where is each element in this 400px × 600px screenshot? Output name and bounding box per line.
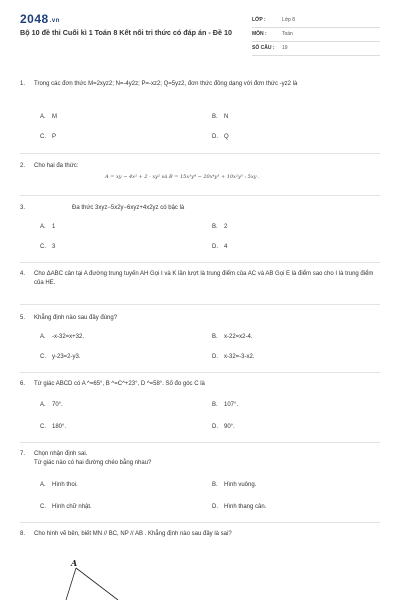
option-c[interactable]: C. 3 bbox=[40, 244, 56, 250]
question-text: 8. Cho hình vẽ bên, biết MN // BC, NP // AB . Khẳng định nào sau đây là sai? bbox=[20, 531, 232, 537]
option-a[interactable]: A. 70°. bbox=[40, 402, 63, 408]
question-subtext: Tứ giác nào có hai đường chéo bằng nhau? bbox=[34, 460, 152, 466]
option-c[interactable]: C. P bbox=[40, 134, 57, 140]
meta-row-question-count: SỐ CÂU : 19 bbox=[252, 42, 380, 56]
option-b[interactable]: B. N bbox=[212, 114, 229, 120]
question-text: 5. Khẳng định nào sau đây đúng? bbox=[20, 315, 118, 321]
divider bbox=[20, 195, 380, 196]
question-1 bbox=[20, 80, 380, 89]
question-8 bbox=[20, 530, 380, 539]
question-4 bbox=[20, 270, 380, 288]
side-ab bbox=[66, 568, 76, 600]
meta-row-class: LỚP : Lớp 8 bbox=[252, 14, 380, 28]
vertex-label-a: A bbox=[71, 558, 78, 568]
question-6 bbox=[20, 380, 380, 389]
option-b[interactable]: B. 107°. bbox=[212, 402, 239, 408]
question-text: 2. Cho hai đa thức: bbox=[20, 163, 79, 169]
option-c[interactable]: C. 180°. bbox=[40, 424, 67, 430]
question-text: 3. Đa thức 3xyz−5x2y−6xyz+4x2yz có bậc là bbox=[20, 205, 185, 211]
question-3 bbox=[20, 204, 380, 213]
question-text: 1. Trong các đơn thức M=2xyz2; N=-4y2z; P=-xz2; Q=5yz2, đơn thức đồng dạng với đơn thức -yz2 là bbox=[20, 81, 298, 87]
option-c[interactable]: C. y-23=2-y3. bbox=[40, 354, 81, 360]
option-a[interactable]: A. M bbox=[40, 114, 57, 120]
option-c[interactable]: C. Hình chữ nhật. bbox=[40, 504, 92, 510]
page-header bbox=[0, 0, 400, 64]
option-d[interactable]: D. Q bbox=[212, 134, 229, 140]
divider bbox=[20, 153, 380, 154]
option-a[interactable]: A. -x-32=x+32. bbox=[40, 334, 85, 340]
geometry-figure bbox=[60, 548, 120, 600]
divider bbox=[20, 262, 380, 263]
question-text: 7. Chọn nhận định sai. bbox=[20, 451, 88, 457]
option-a[interactable]: A. Hình thoi. bbox=[40, 482, 78, 488]
question-text: 4. Cho ΔABC cân tại A đường trung tuyến AH Gọi I và K lần lượt là trung điểm của AC và AB Gọi E là điểm sao cho I là trung điểm của HE. bbox=[20, 271, 374, 286]
side-ac bbox=[76, 568, 118, 600]
document-meta bbox=[252, 14, 380, 56]
option-b[interactable]: B. x-22=x2-4. bbox=[212, 334, 253, 340]
option-b[interactable]: B. Hình vuông. bbox=[212, 482, 257, 488]
divider bbox=[20, 372, 380, 373]
option-a[interactable]: A. 1 bbox=[40, 224, 56, 230]
meta-row-subject: MÔN : Toán bbox=[252, 28, 380, 42]
site-logo[interactable]: 2048.vn bbox=[20, 12, 60, 26]
document-title: Bộ 10 đề thi Cuối kì 1 Toán 8 Kết nối tri thức có đáp án - Đề 10 bbox=[20, 28, 232, 37]
option-d[interactable]: D. 90°. bbox=[212, 424, 235, 430]
divider bbox=[20, 304, 380, 305]
question-2 bbox=[20, 162, 380, 171]
option-b[interactable]: B. 2 bbox=[212, 224, 228, 230]
question-text: 6. Tứ giác ABCD có A ^=65°, B ^=C^+23°, D ^=58°. Số đo góc C là bbox=[20, 381, 205, 387]
question-5 bbox=[20, 314, 380, 323]
option-d[interactable]: D. x-32=-3-x2. bbox=[212, 354, 255, 360]
option-d[interactable]: D. 4 bbox=[212, 244, 228, 250]
formula: A = xy − 4x² + 2 · xy² và B = 15x³y⁴ − 20x⁴y³ + 10x²y³ : 5xy . bbox=[105, 174, 260, 180]
question-7 bbox=[20, 450, 380, 468]
divider bbox=[20, 442, 380, 443]
divider bbox=[20, 522, 380, 523]
option-d[interactable]: D. Hình thang cân. bbox=[212, 504, 267, 510]
